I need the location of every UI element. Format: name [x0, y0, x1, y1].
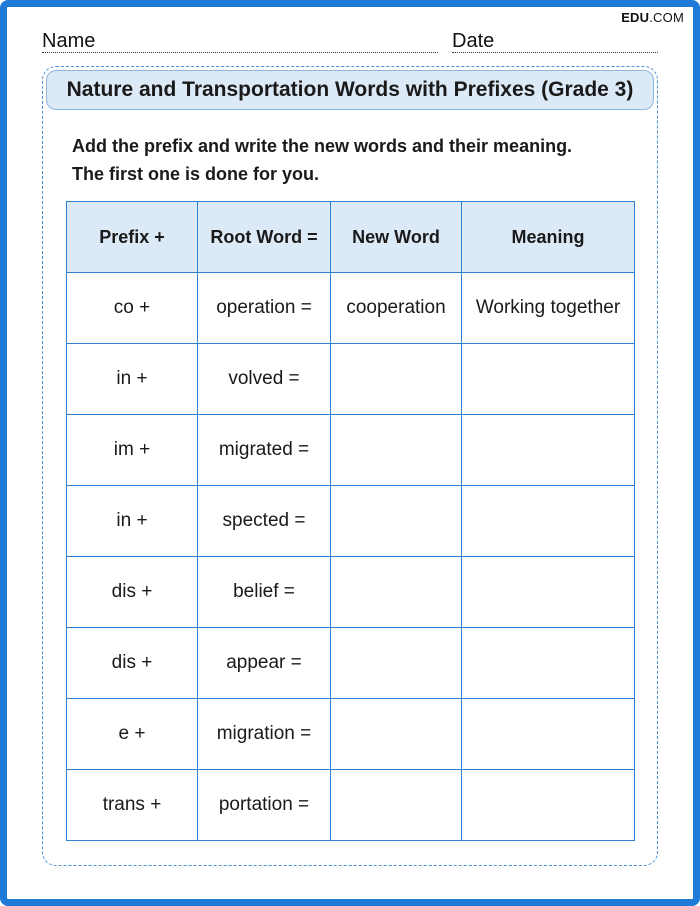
prefix-table — [66, 201, 635, 841]
new-word-cell[interactable] — [331, 344, 462, 415]
worksheet-title: Nature and Transportation Words with Prefixes (Grade 3) — [46, 70, 654, 110]
meaning-cell[interactable] — [462, 415, 635, 486]
date-label: Date — [452, 30, 495, 52]
header-prefix: Prefix + — [67, 202, 198, 273]
table-row — [67, 628, 635, 699]
table-row — [67, 770, 635, 841]
date-field[interactable] — [452, 30, 658, 53]
meaning-cell[interactable] — [462, 699, 635, 770]
prefix-cell: im + — [67, 415, 198, 486]
new-word-cell[interactable] — [331, 628, 462, 699]
new-word-cell[interactable] — [331, 557, 462, 628]
prefix-cell: in + — [67, 344, 198, 415]
header-new-word: New Word — [331, 202, 462, 273]
header-root-word: Root Word = — [198, 202, 331, 273]
new-word-cell[interactable]: cooperation — [331, 273, 462, 344]
table-header-row — [67, 202, 635, 273]
table-row — [67, 486, 635, 557]
prefix-cell: trans + — [67, 770, 198, 841]
new-word-cell[interactable] — [331, 770, 462, 841]
header-meaning: Meaning — [462, 202, 635, 273]
meaning-cell[interactable]: Working together — [462, 273, 635, 344]
table-row — [67, 699, 635, 770]
instructions-line-2: The first one is done for you. — [72, 164, 320, 184]
instructions-line-1: Add the prefix and write the new words and their meaning. — [72, 136, 573, 156]
meaning-cell[interactable] — [462, 557, 635, 628]
root-word-cell: spected = — [198, 486, 331, 557]
name-field[interactable] — [42, 30, 438, 53]
prefix-cell: dis + — [67, 557, 198, 628]
root-word-cell: volved = — [198, 344, 331, 415]
meaning-cell[interactable] — [462, 344, 635, 415]
root-word-cell: portation = — [198, 770, 331, 841]
table-row — [67, 273, 635, 344]
prefix-cell: co + — [67, 273, 198, 344]
meaning-cell[interactable] — [462, 628, 635, 699]
table-row — [67, 415, 635, 486]
name-label: Name — [42, 30, 96, 52]
prefix-cell: e + — [67, 699, 198, 770]
meaning-cell[interactable] — [462, 770, 635, 841]
root-word-cell: migrated = — [198, 415, 331, 486]
root-word-cell: appear = — [198, 628, 331, 699]
instructions — [72, 132, 652, 188]
brand-logo: EDU.COM — [621, 10, 684, 25]
root-word-cell: operation = — [198, 273, 331, 344]
new-word-cell[interactable] — [331, 486, 462, 557]
new-word-cell[interactable] — [331, 699, 462, 770]
prefix-cell: in + — [67, 486, 198, 557]
meaning-cell[interactable] — [462, 486, 635, 557]
table-row — [67, 557, 635, 628]
prefix-cell: dis + — [67, 628, 198, 699]
root-word-cell: migration = — [198, 699, 331, 770]
table-row — [67, 344, 635, 415]
root-word-cell: belief = — [198, 557, 331, 628]
new-word-cell[interactable] — [331, 415, 462, 486]
